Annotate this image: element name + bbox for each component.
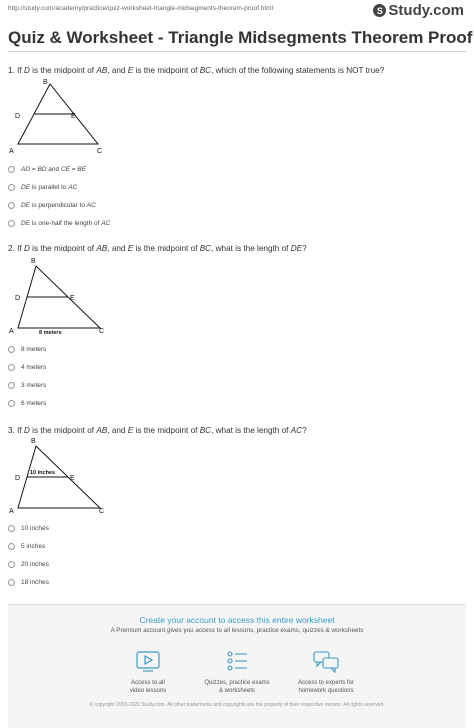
question-2-options [8,340,46,412]
triangle-figure-2 [8,254,118,343]
answer-option[interactable] [8,178,110,196]
option-label: 3 meters [21,381,47,389]
option-label: 6 meters [21,399,47,407]
vertex-label-d: D [15,113,21,120]
cta-title[interactable]: Create your account to access this entire worksheet [139,615,335,625]
option-label: DE is parallel to AC [21,183,78,191]
vertex-label-e: E [71,113,76,120]
page-header [0,0,474,22]
study-logo[interactable] [373,2,464,19]
option-label: 5 inches [21,542,46,550]
segment-label: 10 inches [30,470,56,476]
feature-experts [281,649,371,695]
svg-text:B: B [31,258,36,265]
answer-option[interactable] [8,394,46,412]
answer-option[interactable] [8,196,110,214]
radio-button[interactable] [8,382,15,389]
answer-option[interactable] [8,519,49,537]
vertex-label-b: B [43,79,48,86]
question-3-options [8,519,49,591]
svg-text:C: C [99,328,105,335]
feature-label: Access to all video lessons [129,680,167,694]
answer-option[interactable] [8,376,46,394]
answer-option[interactable] [8,573,49,591]
svg-text:C: C [99,508,105,515]
radio-button[interactable] [8,346,15,353]
video-lesson-icon [134,649,162,673]
option-label: DE is perpendicular to AC [21,201,96,209]
radio-button[interactable] [8,184,15,191]
radio-button[interactable] [8,364,15,371]
option-label: 10 inches [21,524,49,532]
question-2-text: 2. If D is the midpoint of AB, and E is the midpoint of BC, what is the length of DE? [8,244,307,253]
quiz-checklist-icon [223,649,251,673]
copyright-notice: © copyright 2003-2020 Study.com. All other trademarks and copyrights are the property of their respective owners. All rights reserved. [89,702,385,708]
radio-button[interactable] [8,220,15,227]
logo-mark-icon: S [373,4,386,17]
answer-option[interactable] [8,160,110,178]
svg-text:D: D [15,295,21,302]
radio-button[interactable] [8,525,15,532]
feature-label: Access to experts for homework questions [297,680,355,694]
answer-option[interactable] [8,555,49,573]
vertex-label-c: C [97,148,103,155]
radio-button[interactable] [8,543,15,550]
feature-video-lessons [103,649,193,695]
option-label: DE is one-half the length of AC [21,219,111,227]
question-3-text: 3. If D is the midpoint of AB, and E is the midpoint of BC, what is the length of AC? [8,426,307,435]
page-url: http://study.com/academy/practice/quiz-worksheet-triangle-midsegments-theorem-proof.html [8,5,274,12]
expert-chat-icon [312,649,340,673]
radio-button[interactable] [8,400,15,407]
svg-text:E: E [70,295,75,302]
svg-text:B: B [31,438,36,445]
segment-label: 8 meters [39,330,62,336]
radio-button[interactable] [8,202,15,209]
triangle-figure-1 [8,76,118,161]
svg-text:D: D [15,475,21,482]
feature-label: Quizzes, practice exams & worksheets [204,680,270,694]
option-label: 4 meters [21,363,47,371]
svg-text:A: A [9,508,14,515]
answer-option[interactable] [8,537,49,555]
vertex-label-a: A [9,148,14,155]
option-label: 18 inches [21,578,49,586]
radio-button[interactable] [8,166,15,173]
answer-option[interactable] [8,340,46,358]
page-title: Quiz & Worksheet - Triangle Midsegments Theorem Proof [8,28,473,47]
svg-text:E: E [70,475,75,482]
question-1-options [8,160,110,232]
logo-text: Study.com [388,2,464,19]
cta-subtitle: A Premium account gives you access to all lessons, practice exams, quizzes & worksheets [110,627,364,634]
triangle-figure-3 [8,434,118,523]
title-divider [8,51,466,52]
svg-text:A: A [9,328,14,335]
premium-cta-panel [8,604,466,728]
option-label: AD = BD and CE = BE [21,165,87,173]
option-label: 8 meters [21,345,47,353]
option-label: 20 inches [21,560,49,568]
feature-quizzes [192,649,282,695]
radio-button[interactable] [8,579,15,586]
answer-option[interactable] [8,214,110,232]
radio-button[interactable] [8,561,15,568]
question-1-text: 1. If D is the midpoint of AB, and E is the midpoint of BC, which of the following statements is NOT true? [8,66,385,75]
answer-option[interactable] [8,358,46,376]
